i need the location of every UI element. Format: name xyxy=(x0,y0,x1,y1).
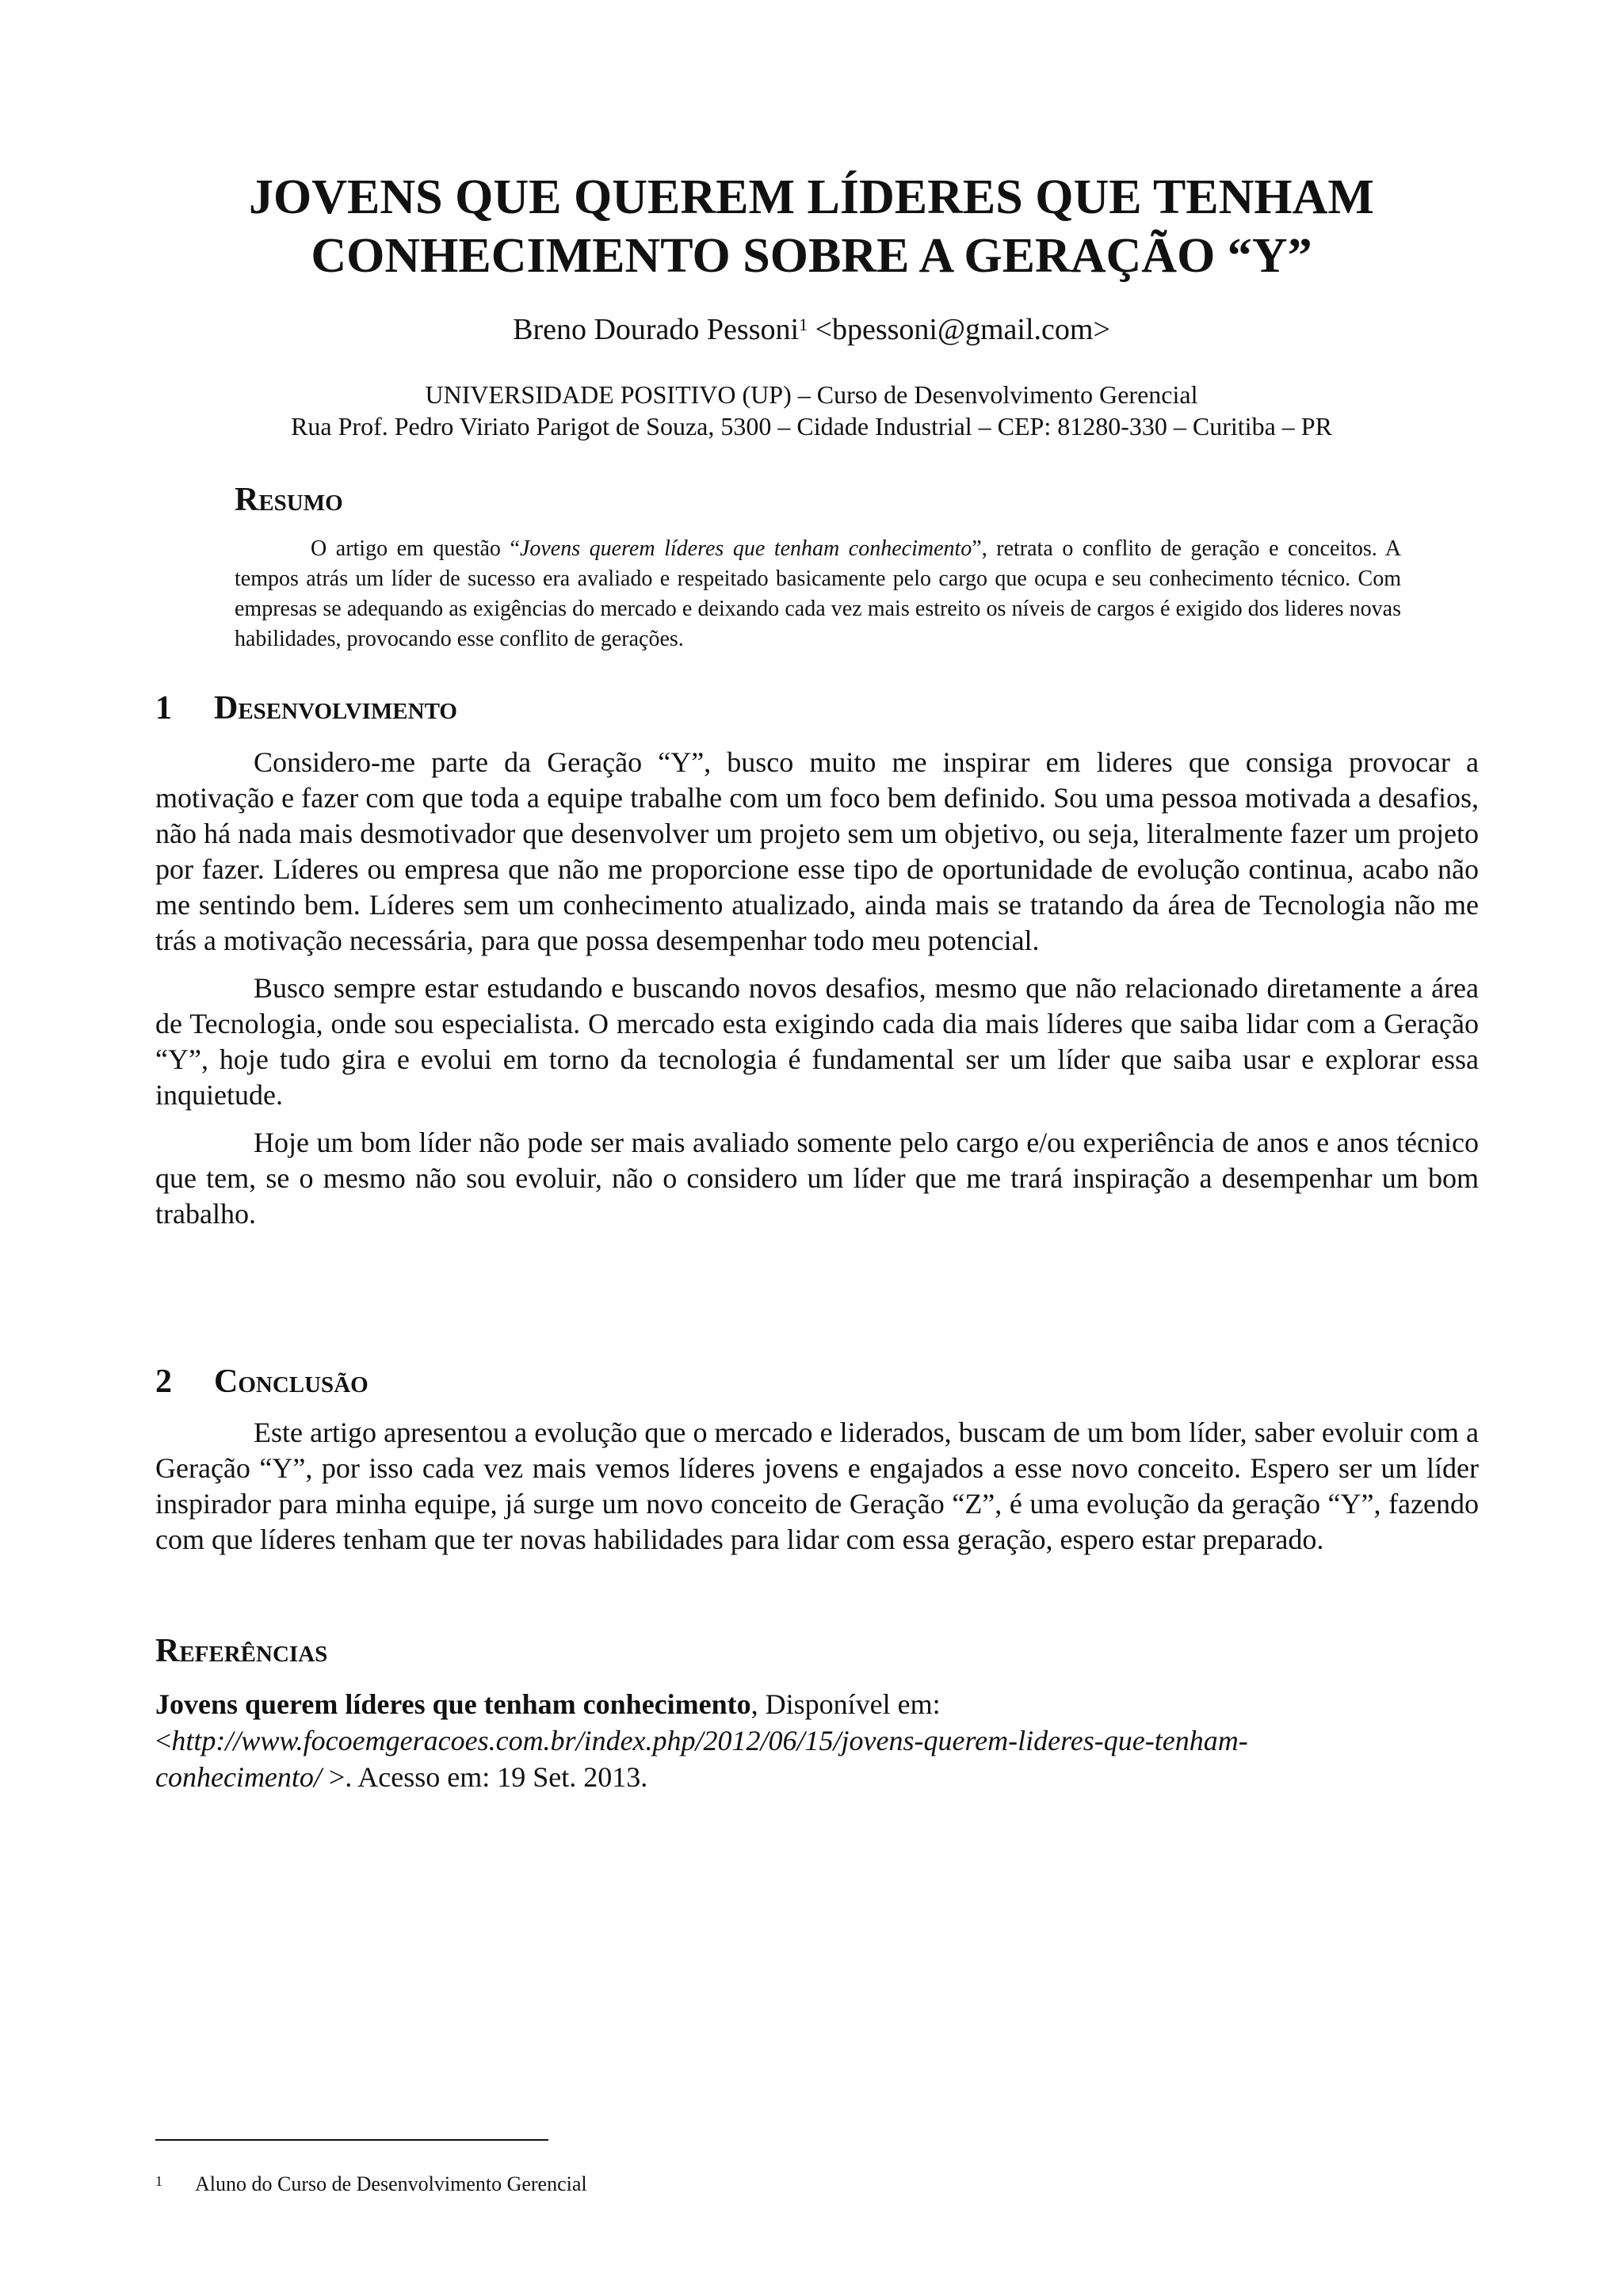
resumo-rest: ”, retrata o conflito de geração e conceitos. A tempos atrás um líder de sucesso era avaliado e respeitado basicamente pelo cargo que ocupa e seu conhecimento técnico. Com empresas se adequando as exigências do mercado e deixando cada vez mais estreito os níveis de cargos é exigido dos lideres novas habilidades, provocando esse conflito de gerações. xyxy=(235,536,1402,651)
reference-url-line-1: http://www.focoemgeracoes.com.br/index.php/2012/06/15/jovens-querem-lideres-que-tenham- xyxy=(171,1725,1248,1756)
author-name: Breno Dourado Pessoni xyxy=(513,313,800,346)
section-1-title: Desenvolvimento xyxy=(214,690,457,727)
reference-item xyxy=(155,1686,1480,1795)
footnote xyxy=(155,2171,587,2198)
title-line-1: JOVENS QUE QUEREM LÍDERES QUE TENHAM xyxy=(249,170,1374,224)
section-1-paragraph-1: Considero-me parte da Geração “Y”, busco muito me inspirar em lideres que consiga provocar a motivação e fazer com que toda a equipe trabalhe com um foco bem definido. Sou uma pessoa motivada a desafios, não há nada mais desmotivador que desenvolver um projeto sem um objetivo, ou seja, literalmente fazer um projeto por fazer. Líderes ou empresa que não me proporcione esse tipo de oportunidade de evolução continua, acabo não me sentindo bem. Líderes sem um conhecimento atualizado, ainda mais se tratando da área de Tecnologia não me trás a motivação necessária, para que possa desempenhar todo meu potencial. xyxy=(155,746,1479,956)
reference-url-open: < xyxy=(155,1725,172,1756)
section-2-heading xyxy=(155,1361,369,1402)
affiliation-line-1: UNIVERSIDADE POSITIVO (UP) – Curso de Desenvolvimento Gerencial xyxy=(425,380,1198,409)
reference-url-line-2: conhecimento/ xyxy=(155,1761,322,1793)
resumo-heading: Resumo xyxy=(235,482,343,518)
author-email: <bpessoni@gmail.com> xyxy=(815,313,1110,346)
section-1-paragraph-3: Hoje um bom líder não pode ser mais avaliado somente pelo cargo e/ou experiência de anos e anos técnico que tem, se o mesmo não sou evoluir, não o considero um líder que me trará inspiração a desempenhar um bom trabalho. xyxy=(155,1127,1479,1230)
section-1-paragraph-2: Busco sempre estar estudando e buscando novos desafios, mesmo que não relacionado diretamente a área de Tecnologia, onde sou especialista. O mercado esta exigindo cada dia mais líderes que saiba lidar com a Geração “Y”, hoje tudo gira e evolui em torno da tecnologia é fundamental ser um líder que saiba usar e explorar essa inquietude. xyxy=(155,972,1479,1111)
footnote-divider xyxy=(155,2139,548,2141)
author-line xyxy=(0,311,1623,349)
section-2-body xyxy=(155,1415,1479,1569)
section-1-number: 1 xyxy=(155,690,172,727)
reference-available: , Disponível em: xyxy=(750,1688,941,1720)
reference-access-date: >. Acesso em: 19 Set. 2013. xyxy=(321,1761,648,1793)
reference-title: Jovens querem líderes que tenham conhecimento xyxy=(155,1688,751,1720)
footnote-text: Aluno do Curso de Desenvolvimento Gerencial xyxy=(195,2172,587,2195)
resumo-text xyxy=(235,534,1401,654)
footnote-mark: 1 xyxy=(155,2173,162,2189)
author-footnote-mark: 1 xyxy=(799,315,808,334)
references-heading: Referências xyxy=(155,1633,328,1669)
resumo-quoted-title: Jovens querem líderes que tenham conhecimento xyxy=(519,536,972,561)
section-2-number: 2 xyxy=(155,1363,172,1400)
section-2-title: Conclusão xyxy=(214,1363,369,1400)
section-2-paragraph-1: Este artigo apresentou a evolução que o mercado e liderados, buscam de um bom líder, saber evoluir com a Geração “Y”, por isso cada vez mais vemos líderes jovens e engajados a esse novo conceito. Espero ser um líder inspirador para minha equipe, já surge um novo conceito de Geração “Z”, é uma evolução da geração “Y”, fazendo com que líderes tenham que ter novas habilidades para lidar com essa geração, espero estar preparado. xyxy=(155,1417,1479,1555)
section-1-heading xyxy=(155,688,457,729)
title-line-2: CONHECIMENTO SOBRE A GERAÇÃO “Y” xyxy=(311,229,1312,283)
affiliation xyxy=(0,379,1623,442)
paper-title xyxy=(158,168,1465,285)
section-1-body xyxy=(155,745,1479,1244)
resumo-intro: O artigo em questão “ xyxy=(311,536,520,561)
affiliation-line-2: Rua Prof. Pedro Viriato Parigot de Souza, 5300 – Cidade Industrial – CEP: 81280-330 – Curitiba – PR xyxy=(291,412,1332,441)
